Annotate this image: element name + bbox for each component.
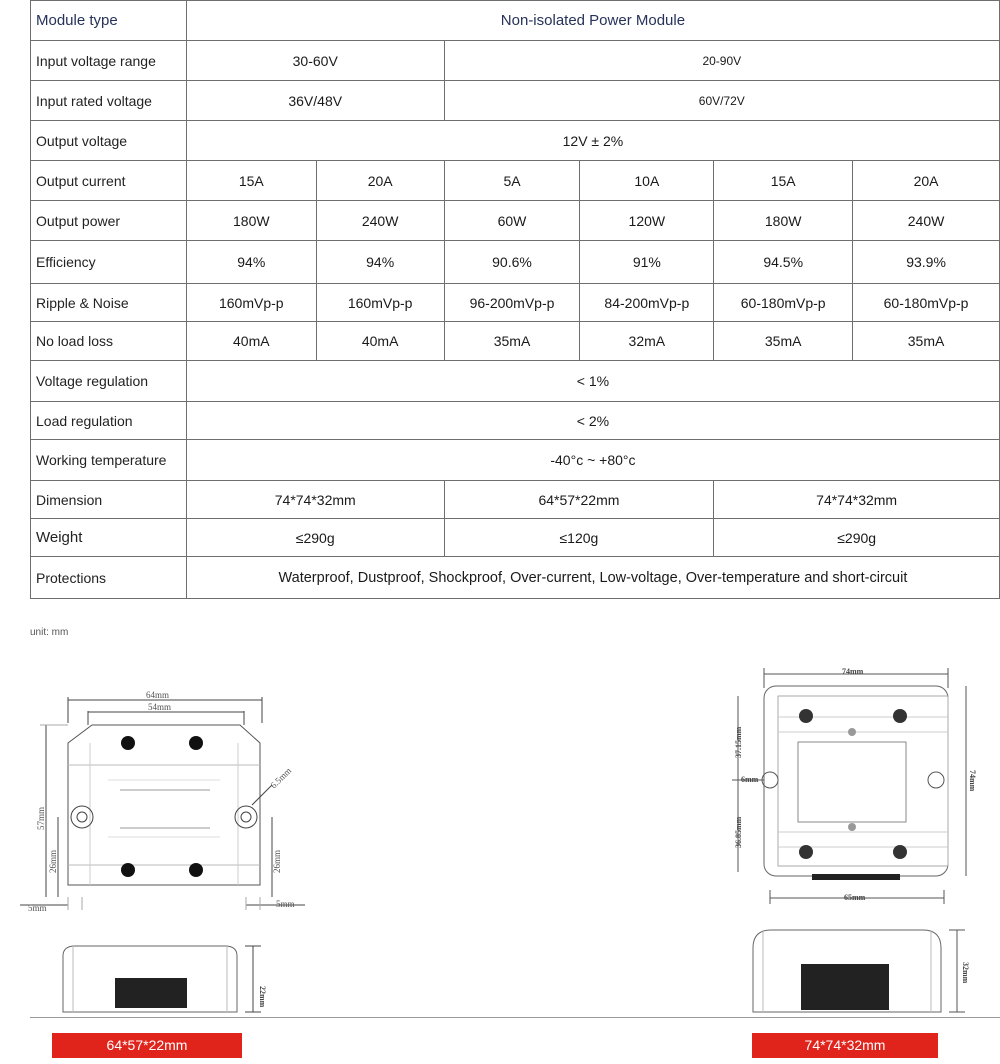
caption-small-module: 64*57*22mm [52, 1033, 242, 1058]
table-cell: 15A [714, 161, 853, 201]
table-cell: < 1% [186, 361, 999, 402]
table-cell: 120W [580, 201, 714, 241]
table-cell: 94.5% [714, 241, 853, 284]
table-row [31, 81, 1000, 121]
table-row [31, 201, 1000, 241]
table-cell: 35mA [714, 322, 853, 361]
protections-label: Protections [31, 557, 187, 599]
table-row [31, 440, 1000, 481]
table-cell: 90.6% [444, 241, 580, 284]
table-cell: 60-180mVp-p [714, 284, 853, 322]
voltage-regulation-label: Voltage regulation [31, 361, 187, 402]
dim-22mm: 22mm [258, 986, 267, 1008]
dim-57mm: 57mm [36, 806, 46, 830]
weight-label: Weight [31, 519, 187, 557]
table-row [31, 402, 1000, 440]
table-cell: 60-180mVp-p [853, 284, 1000, 322]
efficiency-label: Efficiency [31, 241, 187, 284]
table-row [31, 41, 1000, 81]
table-cell: 12V ± 2% [186, 121, 999, 161]
table-row [31, 284, 1000, 322]
spec-table [30, 0, 1000, 599]
module-type-value: Non-isolated Power Module [186, 1, 999, 41]
load-regulation-label: Load regulation [31, 402, 187, 440]
large-module-side-drawing [745, 920, 975, 1020]
output-voltage-label: Output voltage [31, 121, 187, 161]
table-cell: 240W [316, 201, 444, 241]
input-rated-voltage-label: Input rated voltage [31, 81, 187, 121]
table-cell: 36V/48V [186, 81, 444, 121]
unit-note: unit: mm [30, 627, 69, 638]
working-temperature-label: Working temperature [31, 440, 187, 481]
table-cell: 180W [714, 201, 853, 241]
dimension-label: Dimension [31, 481, 187, 519]
table-cell: 240W [853, 201, 1000, 241]
table-cell: < 2% [186, 402, 999, 440]
table-cell: 20A [316, 161, 444, 201]
table-cell: 15A [186, 161, 316, 201]
dim-26mm-left: 26mm [48, 849, 58, 873]
table-cell: Waterproof, Dustproof, Shockproof, Over-current, Low-voltage, Over-temperature and short-circuit [186, 557, 999, 599]
caption-large-module: 74*74*32mm [752, 1033, 938, 1058]
divider [30, 1017, 1000, 1018]
dim-5mm-left: 5mm [28, 903, 47, 913]
table-cell: 5A [444, 161, 580, 201]
table-row [31, 161, 1000, 201]
table-cell: 84-200mVp-p [580, 284, 714, 322]
input-voltage-range-label: Input voltage range [31, 41, 187, 81]
table-cell: 96-200mVp-p [444, 284, 580, 322]
table-cell: 91% [580, 241, 714, 284]
table-cell: ≤120g [444, 519, 714, 557]
dim-26mm-right: 26mm [272, 849, 282, 873]
small-module-side-drawing [55, 938, 275, 1018]
dim-37-15mm: 37.15mm [734, 726, 743, 758]
dim-5mm-right: 5mm [276, 899, 295, 909]
table-cell: 10A [580, 161, 714, 201]
table-row [31, 241, 1000, 284]
dim-32mm: 32mm [961, 962, 970, 984]
table-cell: 93.9% [853, 241, 1000, 284]
dim-74mm-right: 74mm [968, 770, 977, 792]
table-cell: 20-90V [444, 41, 999, 81]
no-load-loss-label: No load loss [31, 322, 187, 361]
small-module-top-drawing [20, 685, 340, 917]
table-cell: 74*74*32mm [186, 481, 444, 519]
dim-54mm: 54mm [148, 702, 172, 712]
dim-hole: 6.5mm [268, 765, 294, 791]
table-row [31, 481, 1000, 519]
table-row [31, 322, 1000, 361]
table-cell: 40mA [186, 322, 316, 361]
table-row [31, 361, 1000, 402]
module-type-label: Module type [31, 1, 187, 41]
table-cell: -40°c ~ +80°c [186, 440, 999, 481]
output-current-label: Output current [31, 161, 187, 201]
table-row [31, 557, 1000, 599]
ripple-noise-label: Ripple & Noise [31, 284, 187, 322]
table-cell: 160mVp-p [186, 284, 316, 322]
table-cell: ≤290g [186, 519, 444, 557]
dim-64mm: 64mm [146, 690, 170, 700]
table-cell: 60V/72V [444, 81, 999, 121]
table-cell: 74*74*32mm [714, 481, 1000, 519]
table-cell: 64*57*22mm [444, 481, 714, 519]
table-row [31, 121, 1000, 161]
table-cell: 32mA [580, 322, 714, 361]
table-row [31, 1, 1000, 41]
table-cell: 160mVp-p [316, 284, 444, 322]
table-cell: 94% [186, 241, 316, 284]
dim-65mm: 65mm [844, 893, 866, 902]
table-cell: 40mA [316, 322, 444, 361]
table-cell: 60W [444, 201, 580, 241]
table-cell: 180W [186, 201, 316, 241]
dim-6mm: 6mm [741, 775, 759, 784]
dim-36-85mm: 36.85mm [734, 816, 743, 848]
table-cell: ≤290g [714, 519, 1000, 557]
table-cell: 35mA [853, 322, 1000, 361]
output-power-label: Output power [31, 201, 187, 241]
large-module-top-drawing [730, 662, 990, 912]
table-cell: 35mA [444, 322, 580, 361]
table-cell: 30-60V [186, 41, 444, 81]
dim-74mm-top: 74mm [842, 667, 864, 676]
table-row [31, 519, 1000, 557]
table-cell: 94% [316, 241, 444, 284]
table-cell: 20A [853, 161, 1000, 201]
